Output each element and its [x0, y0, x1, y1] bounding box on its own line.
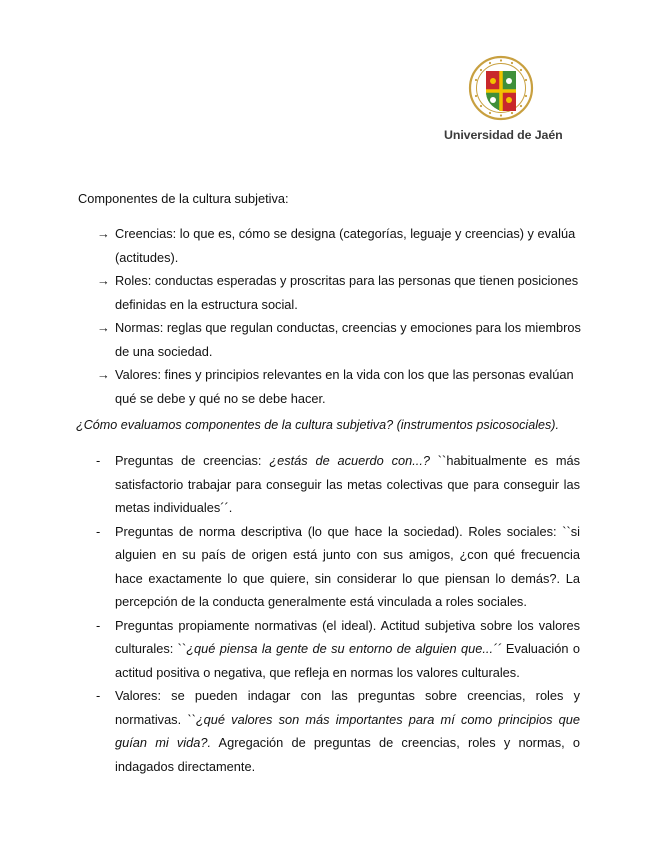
university-logo	[440, 55, 565, 150]
dash-bullet: -	[96, 523, 101, 539]
university-seal-icon	[468, 55, 534, 121]
arrow-right-icon: →	[97, 273, 110, 288]
components-list	[97, 222, 582, 410]
item-text: Agregación de preguntas de creencias, roles y normas, o indagados directamente.	[115, 735, 580, 774]
instruments-list	[96, 449, 580, 778]
dash-bullet: -	[96, 453, 101, 468]
component-text: Creencias: lo que es, cómo se designa (categorías, leguaje y creencias) y evalúa (actitudes).	[115, 226, 576, 265]
item-text: Evaluación o actitud positiva o negativa, que refleja en normas los valores culturales.	[115, 641, 580, 680]
arrow-right-icon: →	[97, 320, 110, 335]
dash-bullet: -	[96, 688, 101, 703]
list-item	[96, 684, 580, 778]
section-intro: Componentes de la cultura subjetiva:	[78, 191, 289, 206]
dash-bullet: -	[96, 617, 101, 633]
list-item	[97, 222, 582, 269]
component-text: Valores: fines y principios relevantes en la vida con los que las personas evalúan qué se debe y qué no se debe hacer.	[115, 367, 574, 406]
item-emphasis: ``¿qué valores son más importantes para mí como principios que guían mi vida?.	[115, 711, 580, 750]
item-text: ``habitualmente es más satisfactorio trabajar para conseguir las metas colectivas que para conseguir las metas individuales´´.	[115, 453, 581, 515]
item-text: Preguntas de creencias:	[115, 453, 270, 468]
list-item	[96, 449, 580, 520]
item-text: Preguntas de norma descriptiva (lo que hace la sociedad). Roles sociales: ``si alguien en su país de origen está junto con sus amigos, ¿con qué frecuencia hace exactamente lo que quiere, sin considerar lo que piensan lo demás?. La percepción de la conducta generalmente está vinculada a roles sociales.	[115, 523, 580, 609]
list-item	[97, 269, 582, 316]
university-name: Universidad de Jaén	[444, 128, 563, 142]
section-question: ¿Cómo evaluamos componentes de la cultura subjetiva? (instrumentos psicosociales).	[76, 418, 559, 432]
list-item	[96, 520, 580, 614]
item-emphasis: ¿qué piensa la gente de su entorno de alguien que...´´	[186, 641, 502, 656]
component-text: Roles: conductas esperadas y proscritas para las personas que tienen posiciones definidas en la estructura social.	[115, 273, 579, 312]
item-emphasis: ¿estás de acuerdo con...?	[269, 453, 430, 468]
arrow-right-icon: →	[97, 226, 110, 241]
arrow-right-icon: →	[97, 367, 110, 382]
list-item	[96, 614, 580, 685]
list-item	[97, 363, 582, 410]
item-text: Valores: se pueden indagar con las preguntas sobre creencias, roles y normativas.	[115, 688, 580, 727]
list-item	[97, 316, 582, 363]
item-text: Preguntas propiamente normativas (el ideal). Actitud subjetiva sobre los valores culturales: ``	[115, 617, 580, 656]
component-text: Normas: reglas que regulan conductas, creencias y emociones para los miembros de una sociedad.	[115, 320, 581, 359]
